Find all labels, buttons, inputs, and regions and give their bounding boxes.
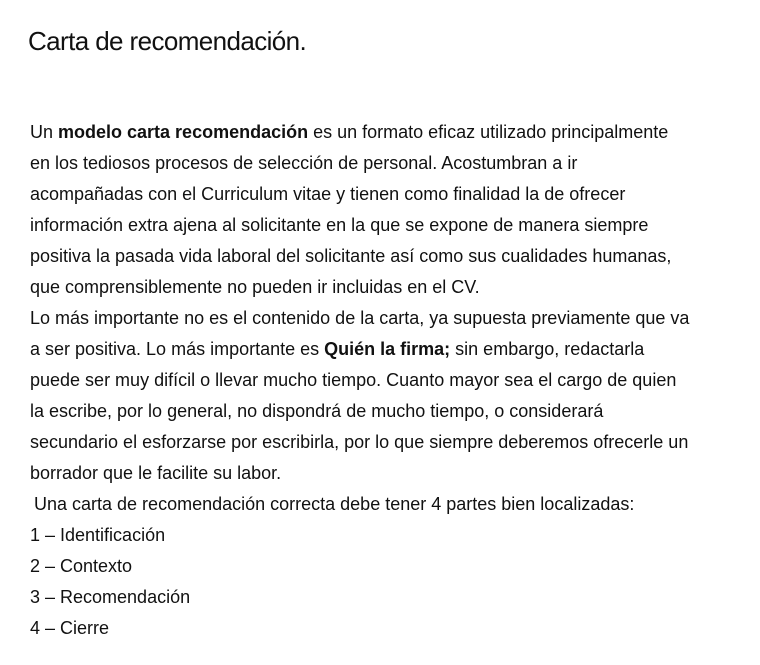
bold-keyword: Quién la firma; — [324, 339, 451, 359]
list-item: 2 – Contexto — [30, 556, 133, 576]
text-line: borrador que le facilite su labor. — [30, 463, 282, 483]
text-line: información extra ajena al solicitante en la que se expone de manera siempre — [30, 215, 649, 235]
bold-keyword: modelo carta recomendación — [58, 122, 309, 142]
text-line: puede ser muy difícil o llevar mucho tiempo. Cuanto mayor sea el cargo de quien — [30, 370, 677, 390]
text-line: que comprensiblemente no pueden ir incluidas en el CV. — [30, 277, 480, 297]
parts-list — [30, 520, 750, 644]
parts-intro: Una carta de recomendación correcta debe tener 4 partes bien localizadas: — [34, 494, 635, 514]
document-body — [30, 117, 750, 644]
text-line: acompañadas con el Curriculum vitae y tienen como finalidad la de ofrecer — [30, 184, 626, 204]
paragraph-intro — [30, 117, 750, 303]
page-title: Carta de recomendación. — [28, 26, 307, 56]
text-line: secundario el esforzarse por escribirla, por lo que siempre deberemos ofrecerle un — [30, 432, 689, 452]
list-item: 3 – Recomendación — [30, 587, 191, 607]
text-line: en los tediosos procesos de selección de personal. Acostumbran a ir — [30, 153, 578, 173]
paragraph-importance — [30, 303, 750, 489]
list-item: 4 – Cierre — [30, 618, 110, 638]
list-item: 1 – Identificación — [30, 525, 166, 545]
text-line: a ser positiva. Lo más importante es Quién la firma; sin embargo, redactarla — [30, 339, 645, 359]
text-line: Lo más importante no es el contenido de la carta, ya supuesta previamente que va — [30, 308, 690, 328]
text-line: Un modelo carta recomendación es un formato eficaz utilizado principalmente — [30, 122, 669, 142]
text-line: positiva la pasada vida laboral del solicitante así como sus cualidades humanas, — [30, 246, 672, 266]
text-line: la escribe, por lo general, no dispondrá de mucho tiempo, o considerará — [30, 401, 604, 421]
